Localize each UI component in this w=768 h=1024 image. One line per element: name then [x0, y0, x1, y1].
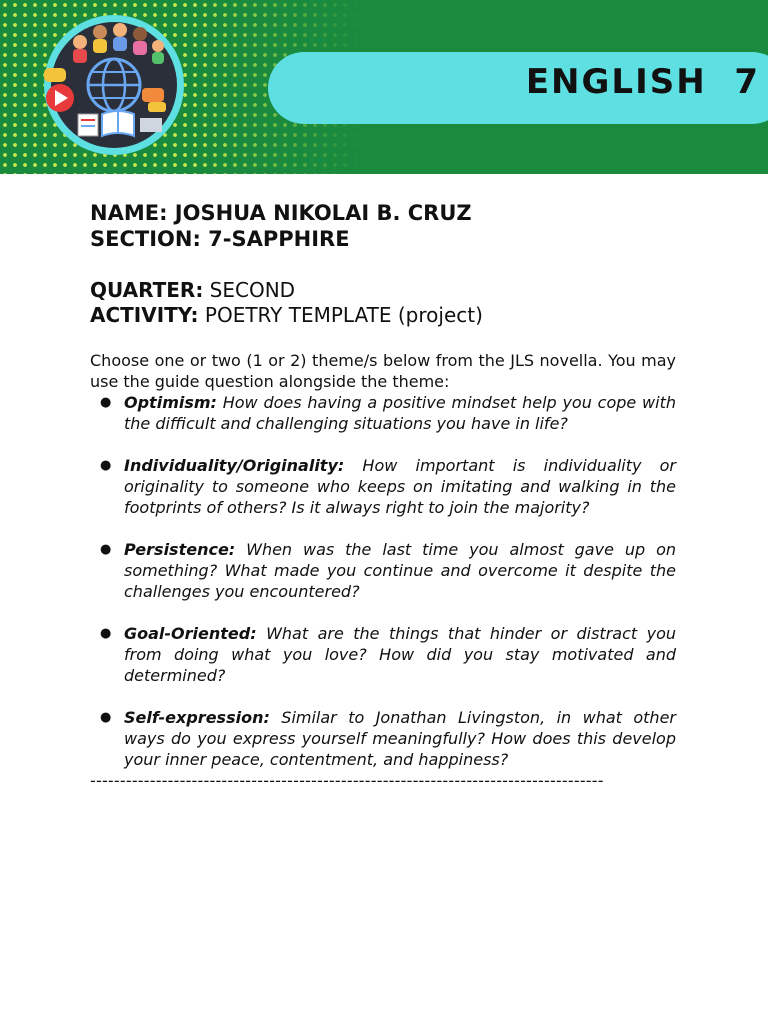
bullet-icon: ●: [100, 458, 112, 473]
bullet-icon: ●: [100, 542, 112, 557]
theme-item: [90, 707, 676, 770]
activity-value: POETRY TEMPLATE (project): [198, 303, 483, 327]
education-logo: [30, 10, 198, 160]
theme-title: Individuality/Originality:: [124, 456, 345, 475]
theme-title: Persistence:: [124, 540, 236, 559]
theme-question: Similar to Jonathan Livingston, in what other ways do you express yourself meaningfully? How does this develop your inner peace, contentment, and happiness?: [124, 708, 676, 769]
activity-line: [90, 303, 676, 328]
worksheet-body: [90, 200, 676, 792]
dashed-divider: --------------------------------------------------------------------------------------: [90, 771, 604, 790]
theme-item: [90, 455, 676, 518]
theme-item: [90, 539, 676, 602]
bullet-icon: ●: [100, 710, 112, 725]
student-section: SECTION: 7-SAPPHIRE: [90, 227, 350, 251]
student-name: NAME: JOSHUA NIKOLAI B. CRUZ: [90, 201, 472, 225]
header-banner: [0, 0, 768, 174]
theme-question: When was the last time you almost gave up on something? What made you continue and overcome it despite the challenges you encountered?: [124, 540, 676, 601]
theme-title: Self-expression:: [124, 708, 270, 727]
bullet-icon: ●: [100, 395, 112, 410]
bullet-icon: ●: [100, 626, 112, 641]
theme-question: How does having a positive mindset help you cope with the difficult and challenging situations you have in life?: [124, 393, 676, 433]
quarter-line: [90, 278, 676, 303]
subject-title: ENGLISH 7: [525, 62, 760, 102]
theme-title: Goal-Oriented:: [124, 624, 257, 643]
theme-item: [90, 623, 676, 686]
theme-question: What are the things that hinder or distract you from doing what you love? How did you stay motivated and determined?: [124, 624, 676, 685]
theme-item: [90, 392, 676, 434]
theme-title: Optimism:: [124, 393, 217, 412]
book-icon: [102, 111, 134, 136]
instructions: Choose one or two (1 or 2) theme/s below from the JLS novella. You may use the guide question alongside the theme:: [90, 351, 676, 391]
activity-label: ACTIVITY:: [90, 303, 199, 327]
quarter-label: QUARTER:: [90, 278, 204, 302]
theme-question: How important is individuality or originality to someone who keeps on imitating and walking in the footprints of others? Is it always right to join the majority?: [124, 456, 676, 517]
play-icon: [46, 84, 74, 112]
theme-list: [90, 392, 676, 770]
quarter-value: SECOND: [203, 278, 296, 302]
